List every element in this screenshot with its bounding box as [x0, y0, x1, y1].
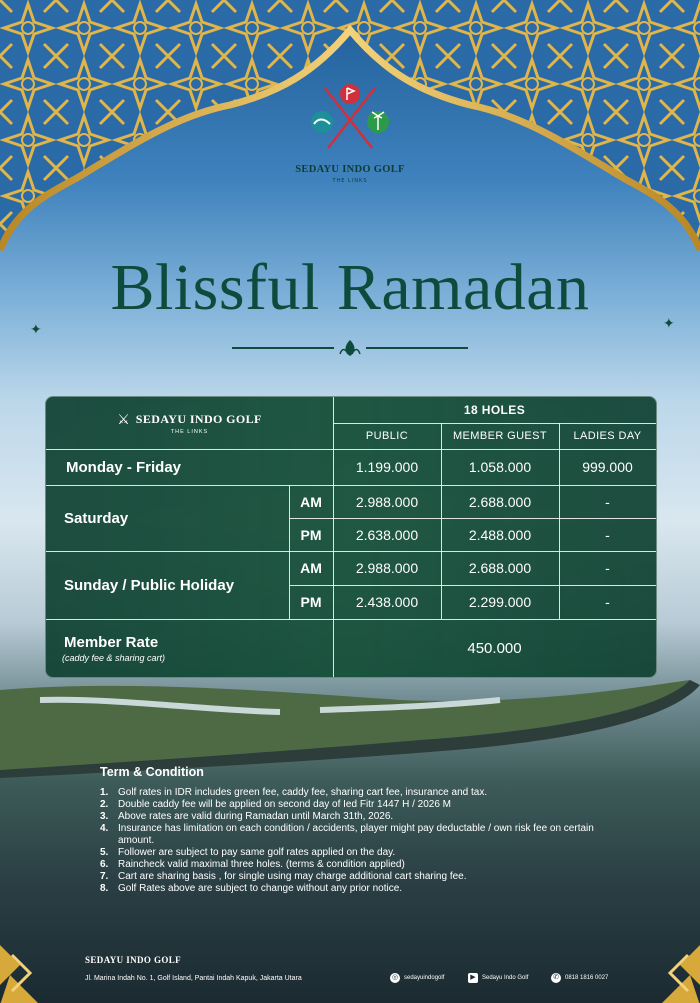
- contact-youtube[interactable]: ▶ Sedayu Indo Golf: [468, 973, 528, 983]
- terms-section: [100, 765, 620, 895]
- period-pm: PM: [300, 594, 322, 610]
- rate-cell: -: [605, 526, 610, 543]
- brand-logo: [290, 78, 410, 188]
- table-logo-name: SEDAYU INDO GOLF: [135, 412, 262, 426]
- contact-phone[interactable]: ✆ 0818 1816 0027: [551, 973, 608, 983]
- column-header: MEMBER GUEST: [452, 430, 548, 442]
- rate-cell: 1.199.000: [355, 459, 419, 475]
- period-am: AM: [300, 493, 322, 510]
- list-item: 1. Golf rates in IDR includes green fee, caddy fee, sharing cart fee, insurance and tax.: [100, 787, 488, 798]
- list-item: 2. Double caddy fee will be applied on second day of Ied Fitr 1447 H / 2026 M: [100, 799, 451, 810]
- rate-cell: -: [605, 594, 610, 610]
- rate-cell: 2.438.000: [355, 594, 419, 610]
- rate-cell: 2.638.000: [355, 526, 419, 543]
- page-title: Blissful Ramadan: [110, 251, 590, 324]
- table-logo-tagline: THE LINKS: [170, 429, 209, 435]
- list-item: 5. Follower are subject to pay same golf rates applied on the day.: [100, 847, 396, 858]
- terms-list: [100, 787, 620, 895]
- rate-cell: 2.688.000: [468, 560, 532, 576]
- brand-name: SEDAYU INDO GOLF: [295, 164, 405, 175]
- list-item: 4. Insurance has limitation on each condition / accidents, player might pay deductable / own risk fee on certain amount.: [100, 823, 594, 846]
- table-logo: [46, 397, 333, 449]
- row-label-weekday: Monday - Friday: [66, 458, 182, 476]
- rate-cell: -: [605, 560, 610, 576]
- sparkle-icon: ✦: [663, 316, 675, 332]
- period-pm: PM: [300, 526, 322, 543]
- row-label-member: Member Rate: [64, 633, 159, 651]
- grid-line: [289, 585, 656, 586]
- golf-crossed-clubs-icon: [290, 78, 410, 164]
- list-item: 7. Cart are sharing basis , for single using may charge additional cart sharing fee.: [100, 871, 467, 882]
- contact-instagram[interactable]: ◎ sedayuindogolf: [391, 974, 445, 981]
- grid-line: [441, 423, 442, 619]
- list-item: 8. Golf Rates above are subject to change without any prior notice.: [100, 883, 403, 894]
- list-item: 6. Raincheck valid maximal three holes. (terms & condition applied): [100, 859, 405, 870]
- instagram-icon: ◎: [391, 974, 399, 981]
- grid-line: [333, 423, 656, 424]
- footer: [85, 955, 645, 982]
- member-note: (caddy fee & sharing cart): [62, 653, 166, 663]
- group-header: 18 HOLES: [463, 403, 526, 417]
- brand-tagline: THE LINKS: [332, 178, 368, 184]
- rate-cell: 2.688.000: [468, 493, 532, 510]
- rate-cell: 1.058.000: [468, 459, 532, 475]
- gold-ornament-left: [0, 925, 70, 1003]
- youtube-icon: ▶: [468, 973, 478, 983]
- grid-line: [46, 449, 656, 450]
- column-header: LADIES DAY: [573, 430, 642, 442]
- grid-line: [289, 485, 290, 619]
- list-item: 3. Above rates are valid during Ramadan until March 31th, 2026.: [100, 811, 394, 822]
- rate-cell: -: [605, 493, 610, 510]
- rate-cell: 2.299.000: [468, 594, 532, 610]
- column-header: PUBLIC: [365, 430, 409, 442]
- member-rate-value: 450.000: [467, 639, 522, 657]
- period-am: AM: [300, 560, 322, 576]
- footer-brand: SEDAYU INDO GOLF: [85, 955, 182, 965]
- grid-line: [46, 551, 656, 552]
- rate-cell: 2.988.000: [355, 493, 419, 510]
- footer-address: Jl. Marina Indah No. 1, Golf Island, Pantai Indah Kapuk, Jakarta Utara: [85, 975, 302, 982]
- golf-island-illustration: [0, 660, 700, 780]
- row-label-saturday: Saturday: [64, 509, 129, 527]
- gold-ornament-right: [630, 925, 700, 1003]
- grid-line: [559, 423, 560, 619]
- rate-cell: 2.488.000: [468, 526, 532, 543]
- grid-line: [333, 397, 334, 677]
- rate-cell: 2.988.000: [355, 560, 419, 576]
- rate-table: [45, 396, 657, 678]
- grid-line: [46, 619, 656, 620]
- grid-line: [46, 485, 656, 486]
- terms-heading: Term & Condition: [100, 765, 204, 779]
- ornament-divider: [232, 338, 468, 358]
- whatsapp-icon: ✆: [551, 973, 561, 983]
- rate-cell: 999.000: [582, 459, 633, 475]
- row-label-sunday: Sunday / Public Holiday: [64, 576, 235, 594]
- sparkle-icon: ✦: [30, 322, 42, 338]
- grid-line: [289, 518, 656, 519]
- golf-crossed-clubs-icon: ⚔: [117, 411, 130, 427]
